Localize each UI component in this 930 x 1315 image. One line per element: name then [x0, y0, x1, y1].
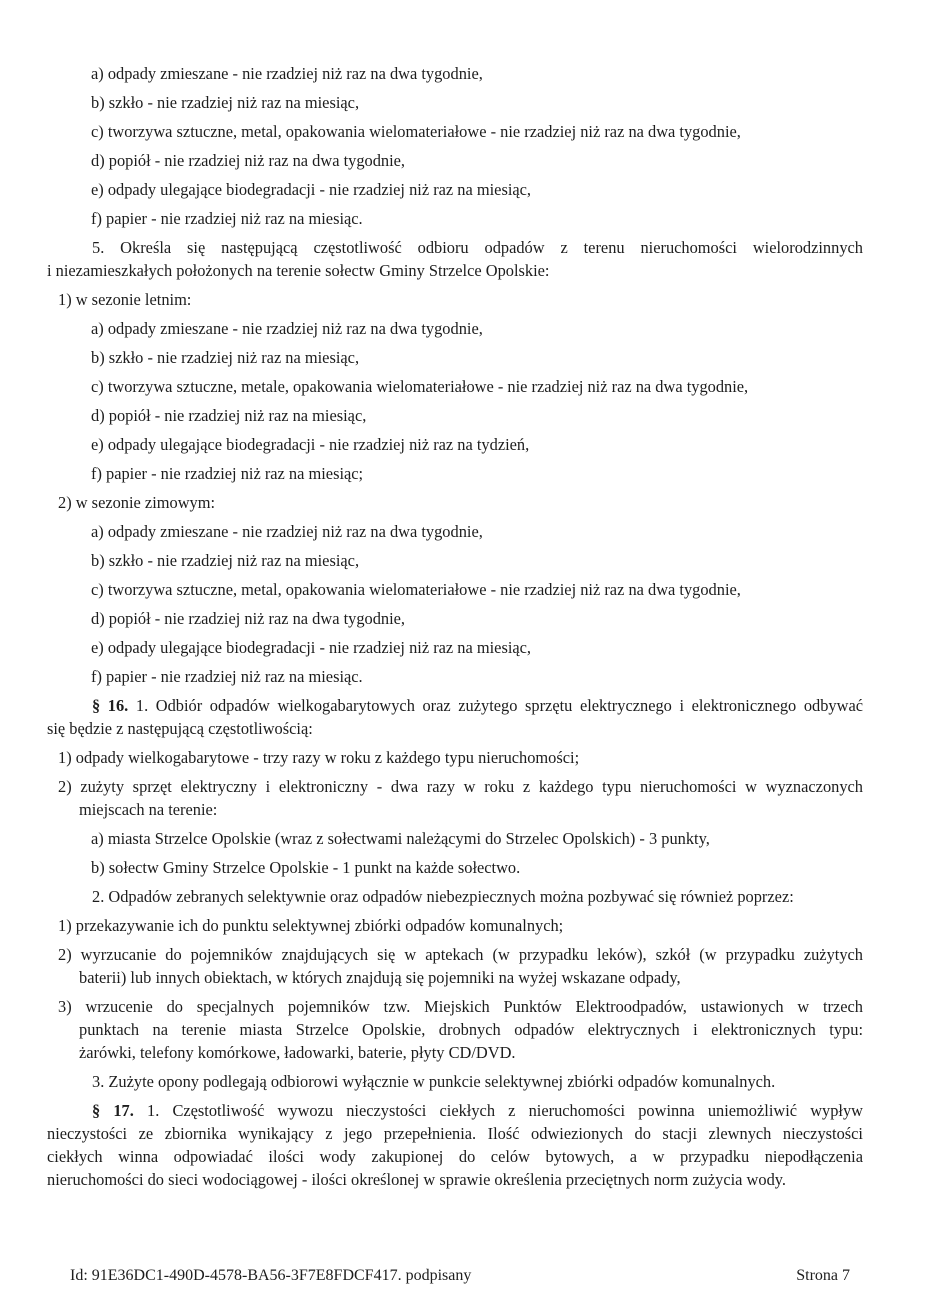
summer-item-c: c) tworzywa sztuczne, metale, opakowania wielomateriałowe - nie rzadziej niż raz na dwa tygodnie,	[91, 377, 749, 396]
winter-item-d: d) popiół - nie rzadziej niż raz na dwa tygodnie,	[91, 609, 406, 628]
disposal-item-1: 1) przekazywanie ich do punktu selektywnej zbiórki odpadów komunalnych;	[58, 916, 564, 935]
paragraph-5-line-1: 5. Określa się następującą częstotliwość odbioru odpadów z terenu nieruchomości wielorodzinnych	[92, 238, 863, 257]
disposal-item-3	[47, 995, 863, 1064]
list-item-c: c) tworzywa sztuczne, metal, opakowania wielomateriałowe - nie rzadziej niż raz na dwa tygodnie,	[91, 122, 741, 141]
paragraph-17-text: 1. Częstotliwość wywozu nieczystości ciekłych z nieruchomości powinna uniemożliwić wypływ	[147, 1101, 864, 1120]
summer-item-e: e) odpady ulegające biodegradacji - nie rzadziej niż raz na tydzień,	[91, 435, 530, 454]
document-body	[47, 62, 863, 1197]
winter-item-e: e) odpady ulegające biodegradacji - nie rzadziej niż raz na miesiąc,	[91, 638, 532, 657]
disposal-item-2-line-2: baterii) lub innych obiektach, w których znajdują się pojemniki na wyżej wskazane odpady,	[79, 968, 681, 987]
list-item-f: f) papier - nie rzadziej niż raz na miesiąc.	[91, 209, 363, 228]
paragraph-16-2: 2. Odpadów zebranych selektywnie oraz odpadów niebezpiecznych można pozbywać się również poprzez:	[92, 887, 794, 906]
paragraph-16-line-2: się będzie z następującą częstotliwością:	[47, 719, 313, 738]
summer-item-a: a) odpady zmieszane - nie rzadziej niż raz na dwa tygodnie,	[91, 319, 483, 338]
list-item-a: a) odpady zmieszane - nie rzadziej niż raz na dwa tygodnie,	[91, 64, 483, 83]
paragraph-16	[47, 694, 863, 740]
winter-item-c: c) tworzywa sztuczne, metal, opakowania wielomateriałowe - nie rzadziej niż raz na dwa tygodnie,	[91, 580, 741, 599]
disposal-item-2	[47, 943, 863, 989]
paragraph-16-text: 1. Odbiór odpadów wielkogabarytowych oraz zużytego sprzętu elektrycznego i elektronicznego odbywać	[135, 696, 864, 715]
frequency-item-2-line-2: miejscach na terenie:	[79, 800, 218, 819]
page-footer	[70, 1266, 850, 1286]
frequency-sub-b: b) sołectw Gminy Strzelce Opolskie - 1 punkt na każde sołectwo.	[91, 858, 521, 877]
frequency-item-2-line-1: 2) zużyty sprzęt elektryczny i elektroniczny - dwa razy w roku z każdego typu nieruchomości w wyznaczonych	[58, 777, 863, 796]
disposal-item-3-line-3: żarówki, telefony komórkowe, ładowarki, baterie, płyty CD/DVD.	[79, 1043, 516, 1062]
paragraph-17-line-2: nieczystości ze zbiornika wynikający z jego przepełnienia. Ilość odwiezionych do stacji zlewnych nieczystości	[47, 1124, 863, 1143]
summer-season-header: 1) w sezonie letnim:	[58, 290, 192, 309]
summer-item-f: f) papier - nie rzadziej niż raz na miesiąc;	[91, 464, 364, 483]
paragraph-17-line-3: ciekłych winna odpowiadać ilości wody zakupionej do celów bytowych, a w przypadku niepodłączenia	[47, 1147, 863, 1166]
winter-item-f: f) papier - nie rzadziej niż raz na miesiąc.	[91, 667, 363, 686]
disposal-item-3-line-2: punktach na terenie miasta Strzelce Opolskie, drobnych odpadów elektrycznych i elektronicznych typu:	[79, 1020, 863, 1039]
paragraph-16-3: 3. Zużyte opony podlegają odbiorowi wyłącznie w punkcie selektywnej zbiórki odpadów komunalnych.	[92, 1072, 776, 1091]
winter-item-a: a) odpady zmieszane - nie rzadziej niż raz na dwa tygodnie,	[91, 522, 483, 541]
summer-item-b: b) szkło - nie rzadziej niż raz na miesiąc,	[91, 348, 360, 367]
paragraph-5	[47, 236, 863, 282]
list-item-b: b) szkło - nie rzadziej niż raz na miesiąc,	[91, 93, 360, 112]
section-17-label: § 17.	[92, 1101, 134, 1120]
paragraph-16-line-1	[47, 694, 863, 717]
list-item-e: e) odpady ulegające biodegradacji - nie rzadziej niż raz na miesiąc,	[91, 180, 532, 199]
document-id: Id: 91E36DC1-490D-4578-BA56-3F7E8FDCF417. podpisany	[70, 1267, 472, 1284]
list-item-d: d) popiół - nie rzadziej niż raz na dwa tygodnie,	[91, 151, 406, 170]
paragraph-17-line-1	[47, 1099, 863, 1122]
paragraph-5-line-2: i niezamieszkałych położonych na terenie sołectw Gminy Strzelce Opolskie:	[47, 261, 550, 280]
disposal-item-2-line-1: 2) wyrzucanie do pojemników znajdujących się w aptekach (w przypadku leków), szkół (w przypadku zużytych	[58, 945, 863, 964]
winter-season-header: 2) w sezonie zimowym:	[58, 493, 216, 512]
section-16-label: § 16.	[92, 696, 129, 715]
paragraph-17	[47, 1099, 863, 1191]
winter-item-b: b) szkło - nie rzadziej niż raz na miesiąc,	[91, 551, 360, 570]
frequency-item-1: 1) odpady wielkogabarytowe - trzy razy w roku z każdego typu nieruchomości;	[58, 748, 580, 767]
paragraph-17-line-4: nieruchomości do sieci wodociągowej - ilości określonej w sprawie określenia przeciętnych norm zużycia wody.	[47, 1170, 787, 1189]
summer-item-d: d) popiół - nie rzadziej niż raz na miesiąc,	[91, 406, 367, 425]
page-number: Strona 7	[796, 1267, 850, 1284]
disposal-item-3-line-1: 3) wrzucenie do specjalnych pojemników tzw. Miejskich Punktów Elektroodpadów, ustawionych w trzech	[58, 997, 863, 1016]
frequency-sub-a: a) miasta Strzelce Opolskie (wraz z sołectwami należącymi do Strzelec Opolskich) - 3 punkty,	[91, 829, 710, 848]
frequency-item-2	[47, 775, 863, 821]
